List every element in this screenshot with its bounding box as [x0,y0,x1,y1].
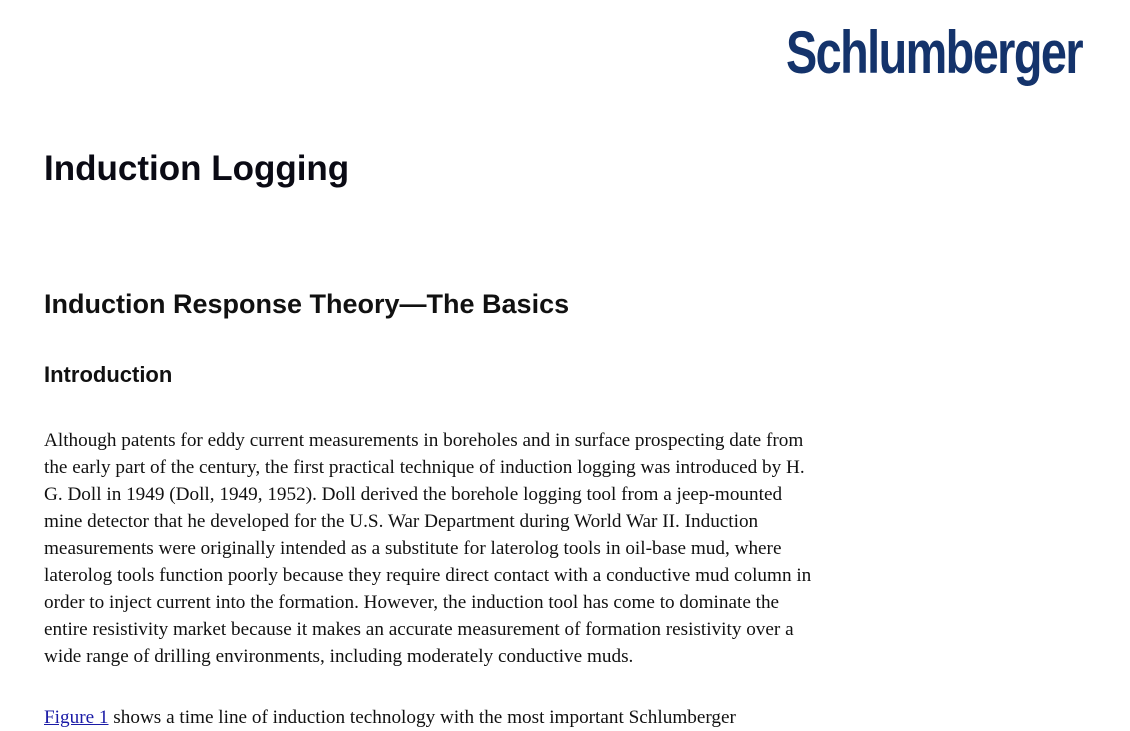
paragraph-line: Although patents for eddy current measurements in boreholes and in surface prospecting date from [44,430,804,451]
paragraph-text: shows a time line of induction technology with the most important Schlumberger [108,707,736,728]
intro-paragraph [44,427,964,670]
subsection-heading: Introduction [44,362,173,387]
document-title: Induction Logging [44,149,350,188]
paragraph-line: the early part of the century, the first practical technique of induction logging was introduced by H. [44,457,805,478]
section-heading: Induction Response Theory—The Basics [44,289,570,319]
paragraph-line: order to inject current into the formation. However, the induction tool has come to dominate the [44,592,780,613]
paragraph-line: wide range of drilling environments, including moderately conductive muds. [44,646,634,667]
paragraph-line: entire resistivity market because it makes an accurate measurement of formation resistivity over a [44,619,794,640]
paragraph-line: measurements were originally intended as a substitute for laterolog tools in oil-base mud, where [44,538,782,559]
schlumberger-logo: Schlumberger [786,19,1082,86]
paragraph-line: mine detector that he developed for the U.S. War Department during World War II. Induction [44,511,759,532]
paragraph-line: laterolog tools function poorly because they require direct contact with a conductive mud column in [44,565,812,586]
paragraph-line: G. Doll in 1949 (Doll, 1949, 1952). Doll derived the borehole logging tool from a jeep-mounted [44,484,783,505]
figure-1-link[interactable]: Figure 1 [44,707,109,728]
figure-reference-paragraph [44,704,736,731]
